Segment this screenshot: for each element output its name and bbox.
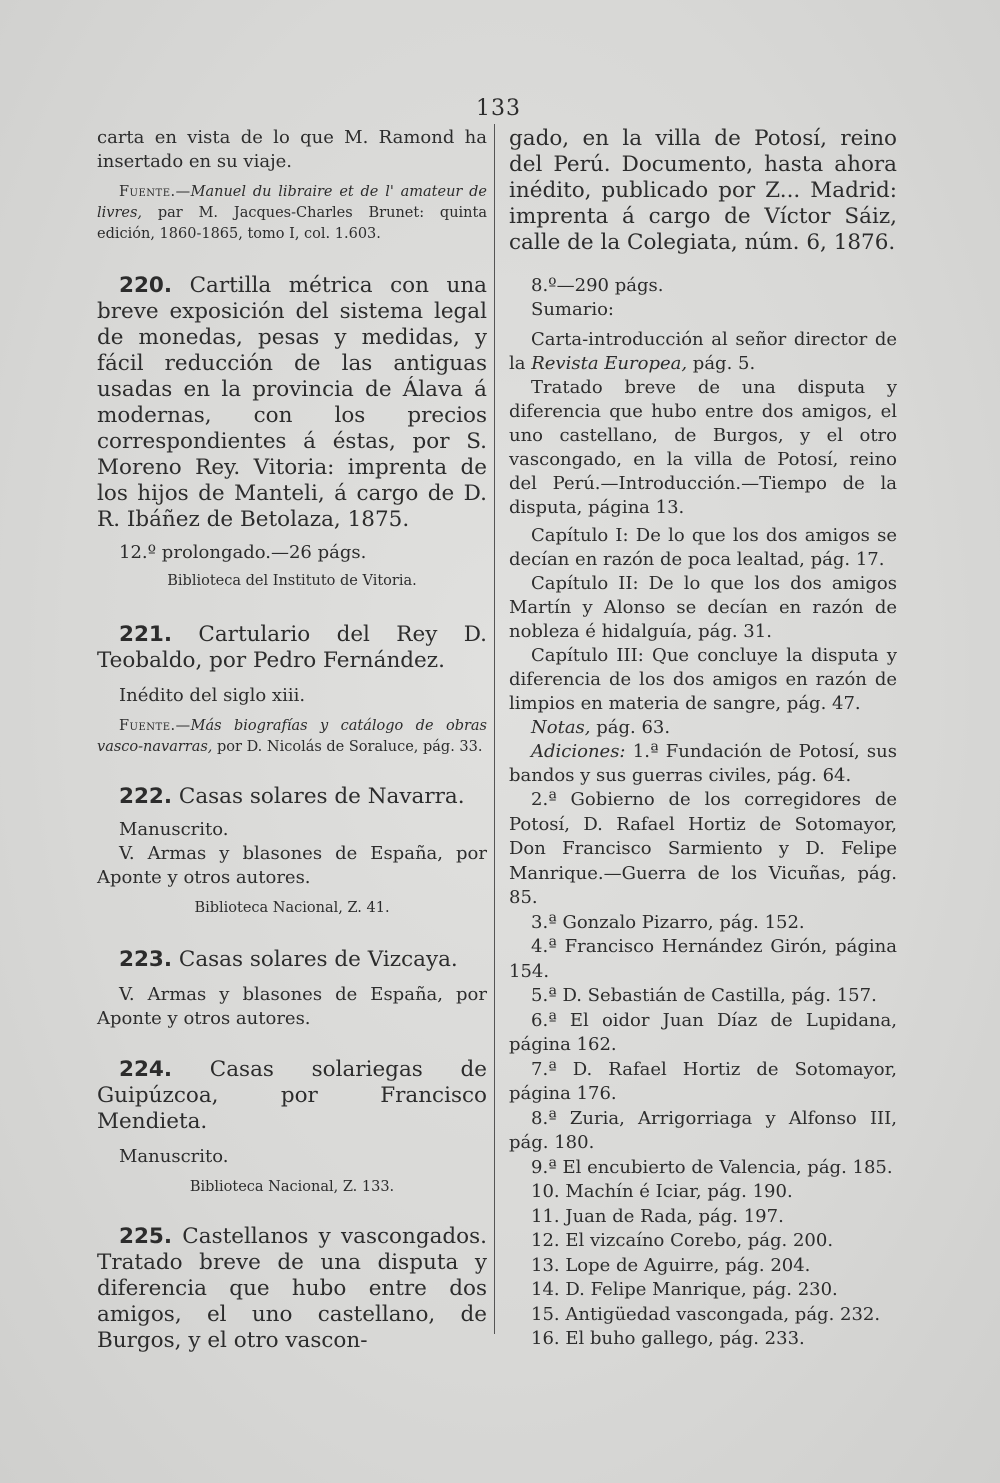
entry-221-note: Inédito del siglo xiii. xyxy=(119,685,306,706)
entry-223-ref: V. Armas y blasones de España, por Aponte y otros autores. xyxy=(97,984,487,1029)
sumario-notas xyxy=(509,716,897,740)
entry-number: 220. xyxy=(119,273,173,298)
sumario-tratado: Tratado breve de una disputa y diferencia que hubo entre dos amigos, el uno castellano, de Burgos, y el otro vascongado, en la villa de Potosí, reino del Perú.—Introducción.—Tiempo de la disputa, página 13. xyxy=(509,377,897,518)
entry-223-title xyxy=(97,947,487,973)
entry-number: 222. xyxy=(119,784,173,809)
fuente-rest: par M. Jacques-Charles Brunet: quinta edición, 1860-1865, tomo I, col. 1.603. xyxy=(97,205,487,242)
entry-number: 223. xyxy=(119,947,173,972)
adicion-item: 2.ª Gobierno de los corregidores de Potosí, D. Rafael Hortiz de Sotomayor, Don Francisco Sarmiento y D. Felipe Manrique.—Guerra de los Vicuñas, pág. 85. xyxy=(509,789,897,908)
adicion-item: 11. Juan de Rada, pág. 197. xyxy=(531,1205,784,1227)
sumario-capitulo-2: Capítulo II: De lo que los dos amigos Martín y Alonso se decían en razón de nobleza é hidalguía, pág. 31. xyxy=(509,573,897,642)
adicion-item: 16. El buho gallego, pág. 233. xyxy=(531,1328,805,1349)
adicion-item: 12. El vizcaíno Corebo, pág. 200. xyxy=(531,1230,834,1251)
fuente-title: Manuel du libraire et de l' amateur de livres, xyxy=(97,184,487,221)
entry-number: 225. xyxy=(119,1224,173,1249)
adicion-item: 14. D. Felipe Manrique, pág. 230. xyxy=(531,1279,838,1300)
entry-225-title xyxy=(97,1224,487,1354)
fuente-title: Más biografías y catálogo de obras vasco-navarras, xyxy=(97,718,487,755)
adicion-item: 8.ª Zuria, Arrigorriaga y Alfonso III, pág. 180. xyxy=(509,1107,897,1153)
entry-225-format: 8.º—290 págs. xyxy=(531,275,664,296)
left-column xyxy=(97,126,487,1354)
entry-220-library: Biblioteca del Instituto de Vitoria. xyxy=(167,573,417,589)
adicion-item: 3.ª Gonzalo Pizarro, pág. 152. xyxy=(531,911,805,933)
fuente-rest: por D. Nicolás de Soraluce, pág. 33. xyxy=(212,739,483,755)
entry-title-text: Casas solares de Vizcaya. xyxy=(172,947,458,972)
sumario-capitulo-1: Capítulo I: De lo que los dos amigos se decían en razón de poca lealtad, pág. 17. xyxy=(509,525,897,570)
adiciones-list xyxy=(509,788,897,1352)
adicion-item: 5.ª D. Sebastián de Castilla, pág. 157. xyxy=(531,985,877,1006)
entry-number: 221. xyxy=(119,622,173,647)
intro-text: carta en vista de lo que M. Ramond ha insertado en su viaje. xyxy=(97,127,487,172)
adicion-item: 7.ª D. Rafael Hortiz de Sotomayor, página 176. xyxy=(509,1058,897,1104)
adiciones-first: 1.ª Fundación de Potosí, sus bandos y sus guerras civiles, pág. 64. xyxy=(509,741,897,786)
adiciones-label: Adiciones: xyxy=(531,741,626,762)
right-column xyxy=(509,126,897,1352)
adicion-item: 6.ª El oidor Juan Díaz de Lupidana, página 162. xyxy=(509,1009,897,1055)
fuente-label: Fuente.— xyxy=(119,184,191,200)
entry-222-ref: V. Armas y blasones de España, por Aponte y otros autores. xyxy=(97,843,487,888)
carta-page: pág. 5. xyxy=(687,353,756,374)
adicion-item: 15. Antigüedad vascongada, pág. 232. xyxy=(531,1303,881,1325)
entry-222-note: Manuscrito. xyxy=(119,819,229,840)
entry-title-text: Cartilla métrica con una breve exposición del sistema legal de monedas, pesas y medidas, y fácil reducción de las antiguas usadas en la provincia de Álava á modernas, con los precios correspondientes á éstas, por S. Moreno Rey. Vitoria: imprenta de los hijos de Manteli, á cargo de D. R. Ibáñez de Betolaza, 1875. xyxy=(97,273,487,532)
sumario-adiciones xyxy=(509,740,897,788)
page-number: 133 xyxy=(476,96,521,121)
adicion-item: 4.ª Francisco Hernández Girón, página 154. xyxy=(509,936,897,982)
sumario-carta xyxy=(509,328,897,376)
column-divider xyxy=(494,124,495,1334)
entry-220-format: 12.º prolongado.—26 págs. xyxy=(119,542,367,563)
carta-text: Carta-introducción al señor director de la xyxy=(509,329,897,374)
entry-224-library: Biblioteca Nacional, Z. 133. xyxy=(189,1179,395,1195)
notas-page: pág. 63. xyxy=(590,717,671,738)
sumario-capitulo-3: Capítulo III: Que concluye la disputa y diferencia de los dos amigos en razón de limpios en materia de sangre, pág. 47. xyxy=(509,645,897,714)
entry-title-text: Castellanos y vascongados. Tratado breve de una disputa y diferencia que hubo entre dos amigos, el uno castellano, de Burgos, y el otro vascon- xyxy=(97,1224,487,1353)
entry-221-title xyxy=(97,622,487,674)
entry-222-title xyxy=(97,784,487,810)
entry-224-title xyxy=(97,1057,487,1135)
entry-224-note: Manuscrito. xyxy=(119,1146,229,1167)
sumario-heading: Sumario: xyxy=(531,299,614,320)
entry-220-title xyxy=(97,273,487,533)
adicion-item: 10. Machín é Iciar, pág. 190. xyxy=(531,1181,793,1202)
notas-label: Notas, xyxy=(531,717,591,738)
entry-222-library: Biblioteca Nacional, Z. 41. xyxy=(194,900,390,916)
carta-title: Revista Europea, xyxy=(531,353,688,374)
entry-221-fuente xyxy=(97,716,487,758)
adicion-item: 13. Lope de Aguirre, pág. 204. xyxy=(531,1254,811,1276)
entry-title-text: Casas solares de Navarra. xyxy=(172,784,465,809)
entry-225-continuation: gado, en la villa de Potosí, reino del Perú. Documento, hasta ahora inédito, publicado por Z... Madrid: imprenta á cargo de Víctor Sáiz, calle de la Colegiata, núm. 6, 1876. xyxy=(509,126,897,255)
intro-fuente xyxy=(97,182,487,245)
adicion-item: 9.ª El encubierto de Valencia, pág. 185. xyxy=(531,1156,893,1178)
entry-title-text: Cartulario del Rey D. Teobaldo, por Pedro Fernández. xyxy=(97,622,487,673)
entry-number: 224. xyxy=(119,1057,173,1082)
entry-title-text: Casas solariegas de Guipúzcoa, por Francisco Mendieta. xyxy=(97,1057,487,1134)
fuente-label: Fuente.— xyxy=(119,718,191,734)
